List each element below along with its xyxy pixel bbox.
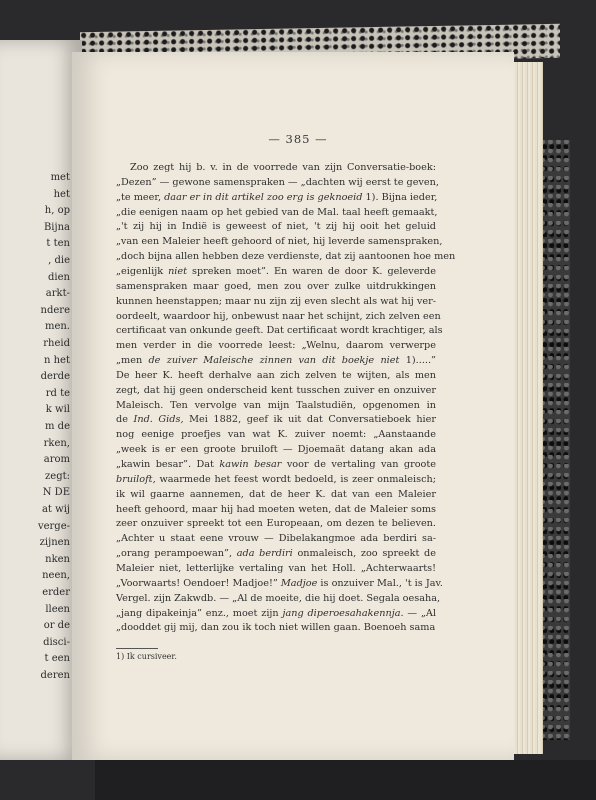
text-line: de Ind. Gids, Mei 1882, geef ik uit dat Conversatieboek hier [116, 414, 437, 426]
text-line: oordeelt, waardoor hij, onbewust naar het schijnt, zich zelven een [116, 310, 441, 322]
left-page-fragment: neen, [42, 570, 70, 582]
text-line: „dooddet gij mij, dan zou ik toch niet willen gaan. Boenoeh sama [116, 622, 436, 634]
left-page-fragment: disci- [43, 636, 70, 648]
text-line: kunnen heenstappen; maar nu zijn zij even slecht als wat hij ver- [116, 295, 436, 307]
left-page-fragment: , die [48, 255, 70, 266]
left-page-fragment: Bijna [43, 221, 70, 233]
text-line: Zoo zegt hij b. v. in de voorrede van zijn Conversatie-boek: [130, 162, 436, 173]
left-page-fragment: t een [44, 653, 70, 665]
left-page-fragment: erder [42, 587, 70, 598]
footnote-rule [116, 648, 158, 649]
left-page-fragment: rken, [43, 437, 70, 449]
text-line: „doch bijna allen hebben deze verdienste, dat zij aantoonen hoe men [116, 251, 456, 263]
left-page-fragment: t ten [46, 238, 70, 250]
left-page-fragment: m de [45, 421, 70, 432]
left-page-fragment: at wij [41, 504, 70, 515]
previous-page [0, 40, 82, 760]
page-number: — 385 — [268, 132, 328, 146]
text-line: men verder in die voorrede leest: „Welnu, daarom verwerpe [116, 340, 436, 352]
left-page-fragment: arkt- [45, 288, 70, 300]
left-page-fragment: zegt: [45, 470, 70, 482]
left-page-fragment: derde [40, 371, 70, 383]
left-page-fragment: N DE [42, 487, 70, 499]
left-page-fragment: arom [43, 454, 70, 466]
text-line: heeft gehoord, maar hij had moeten weten, dat de Maleier soms [116, 503, 436, 515]
left-page-fragment: verge- [37, 520, 70, 532]
text-line: „week is er een groote bruiloft — Djoemaät datang akan ada [116, 444, 436, 456]
left-page-fragment: het [53, 188, 70, 200]
text-line: „kawin besar”. Dat kawin besar voor de vertaling van groote [116, 459, 437, 470]
left-page-fragment: lleen [45, 603, 70, 615]
text-line: „Voorwaarts! Oendoer! Madjoe!” Madjoe is onzuiver Mal., 't is Jav. [116, 577, 443, 589]
left-page-fragment: met [50, 172, 70, 183]
left-page-fragment: men. [44, 321, 70, 333]
text-line: Vergel. zijn Zakwdb. — „Al de moeite, die hij doet. Segala oesaha, [116, 592, 441, 604]
text-line: „Dezen” — gewone samenspraken — „dachten wij eerst te geven, [116, 176, 439, 188]
left-page-fragment: nken [45, 553, 70, 565]
text-line: Maleisch. Ten vervolge van mijn Taalstudiën, opgenomen in [116, 399, 436, 411]
left-page-fragment: dien [48, 271, 70, 283]
text-line: nog eenige proefjes van wat K. zuiver noemt: „Aanstaande [116, 429, 436, 441]
text-line: „van een Maleier heeft gehoord of niet, hij leverde samenspraken, [116, 236, 443, 248]
left-page-fragment: zijnen [39, 537, 70, 549]
text-line: bruiloft, waarmede het feest wordt bedoeld, is zeer onmaleisch; [116, 473, 436, 485]
left-page-fragment: deren [40, 670, 70, 681]
text-line: zegt, dat hij geen onderscheid kent tusschen zuiver en onzuiver [116, 384, 436, 396]
text-line: „eigenlijk niet spreken moet”. En waren de door K. geleverde [116, 265, 436, 277]
text-line: samenspraken maar goed, men zou over zulke uitdrukkingen [116, 280, 436, 292]
scanner-bar [95, 760, 596, 800]
footnote: 1) Ik cursiveer. [116, 652, 177, 661]
text-line: ik wil gaarne aannemen, dat de heer K. dat van een Maleier [116, 488, 436, 500]
text-line: certificaat van onkunde geeft. Dat certificaat wordt krachtiger, als [116, 325, 443, 337]
text-line: „orang perampoewan”, ada berdiri onmaleisch, zoo spreekt de [116, 548, 436, 560]
left-page-fragment: or de [43, 620, 70, 632]
left-page-fragment: h, op [44, 205, 70, 217]
left-page-fragment: k wil [45, 404, 70, 416]
text-line: „men de zuiver Maleische zinnen van dit boekje niet 1).....” [116, 355, 437, 367]
left-page-fragment: rheid [43, 338, 70, 349]
text-line: „jang dipakeinja” enz., moet zijn jang diperoesahakennja. — „Al [116, 607, 436, 619]
left-page-fragment: rd te [45, 387, 70, 399]
left-page-fragment: ndere [40, 304, 70, 316]
text-line: „'t zij hij in Indië is geweest of niet, 't zij hij ooit het geluid [116, 221, 436, 233]
marbled-cover [540, 140, 570, 740]
left-page-fragment: n het [44, 354, 70, 366]
text-line: „die eenigen naam op het gebied van de Mal. taal heeft gemaakt, [116, 206, 438, 218]
text-line: „Achter u staat eene vrouw — Dibelakangmoe ada berdiri sa- [116, 533, 436, 545]
text-line: zeer onzuiver spreekt tot een Europeaan, om dezen te believen. [116, 518, 436, 530]
text-line: Maleier niet, letterlijke vertaling van het Holl. „Achterwaarts! [116, 562, 436, 574]
text-line: De heer K. heeft derhalve aan zich zelven te wijten, als men [116, 369, 436, 381]
text-line: „te meer, daar er in dit artikel zoo erg is geknoeid 1). Bijna ieder, [116, 191, 438, 203]
